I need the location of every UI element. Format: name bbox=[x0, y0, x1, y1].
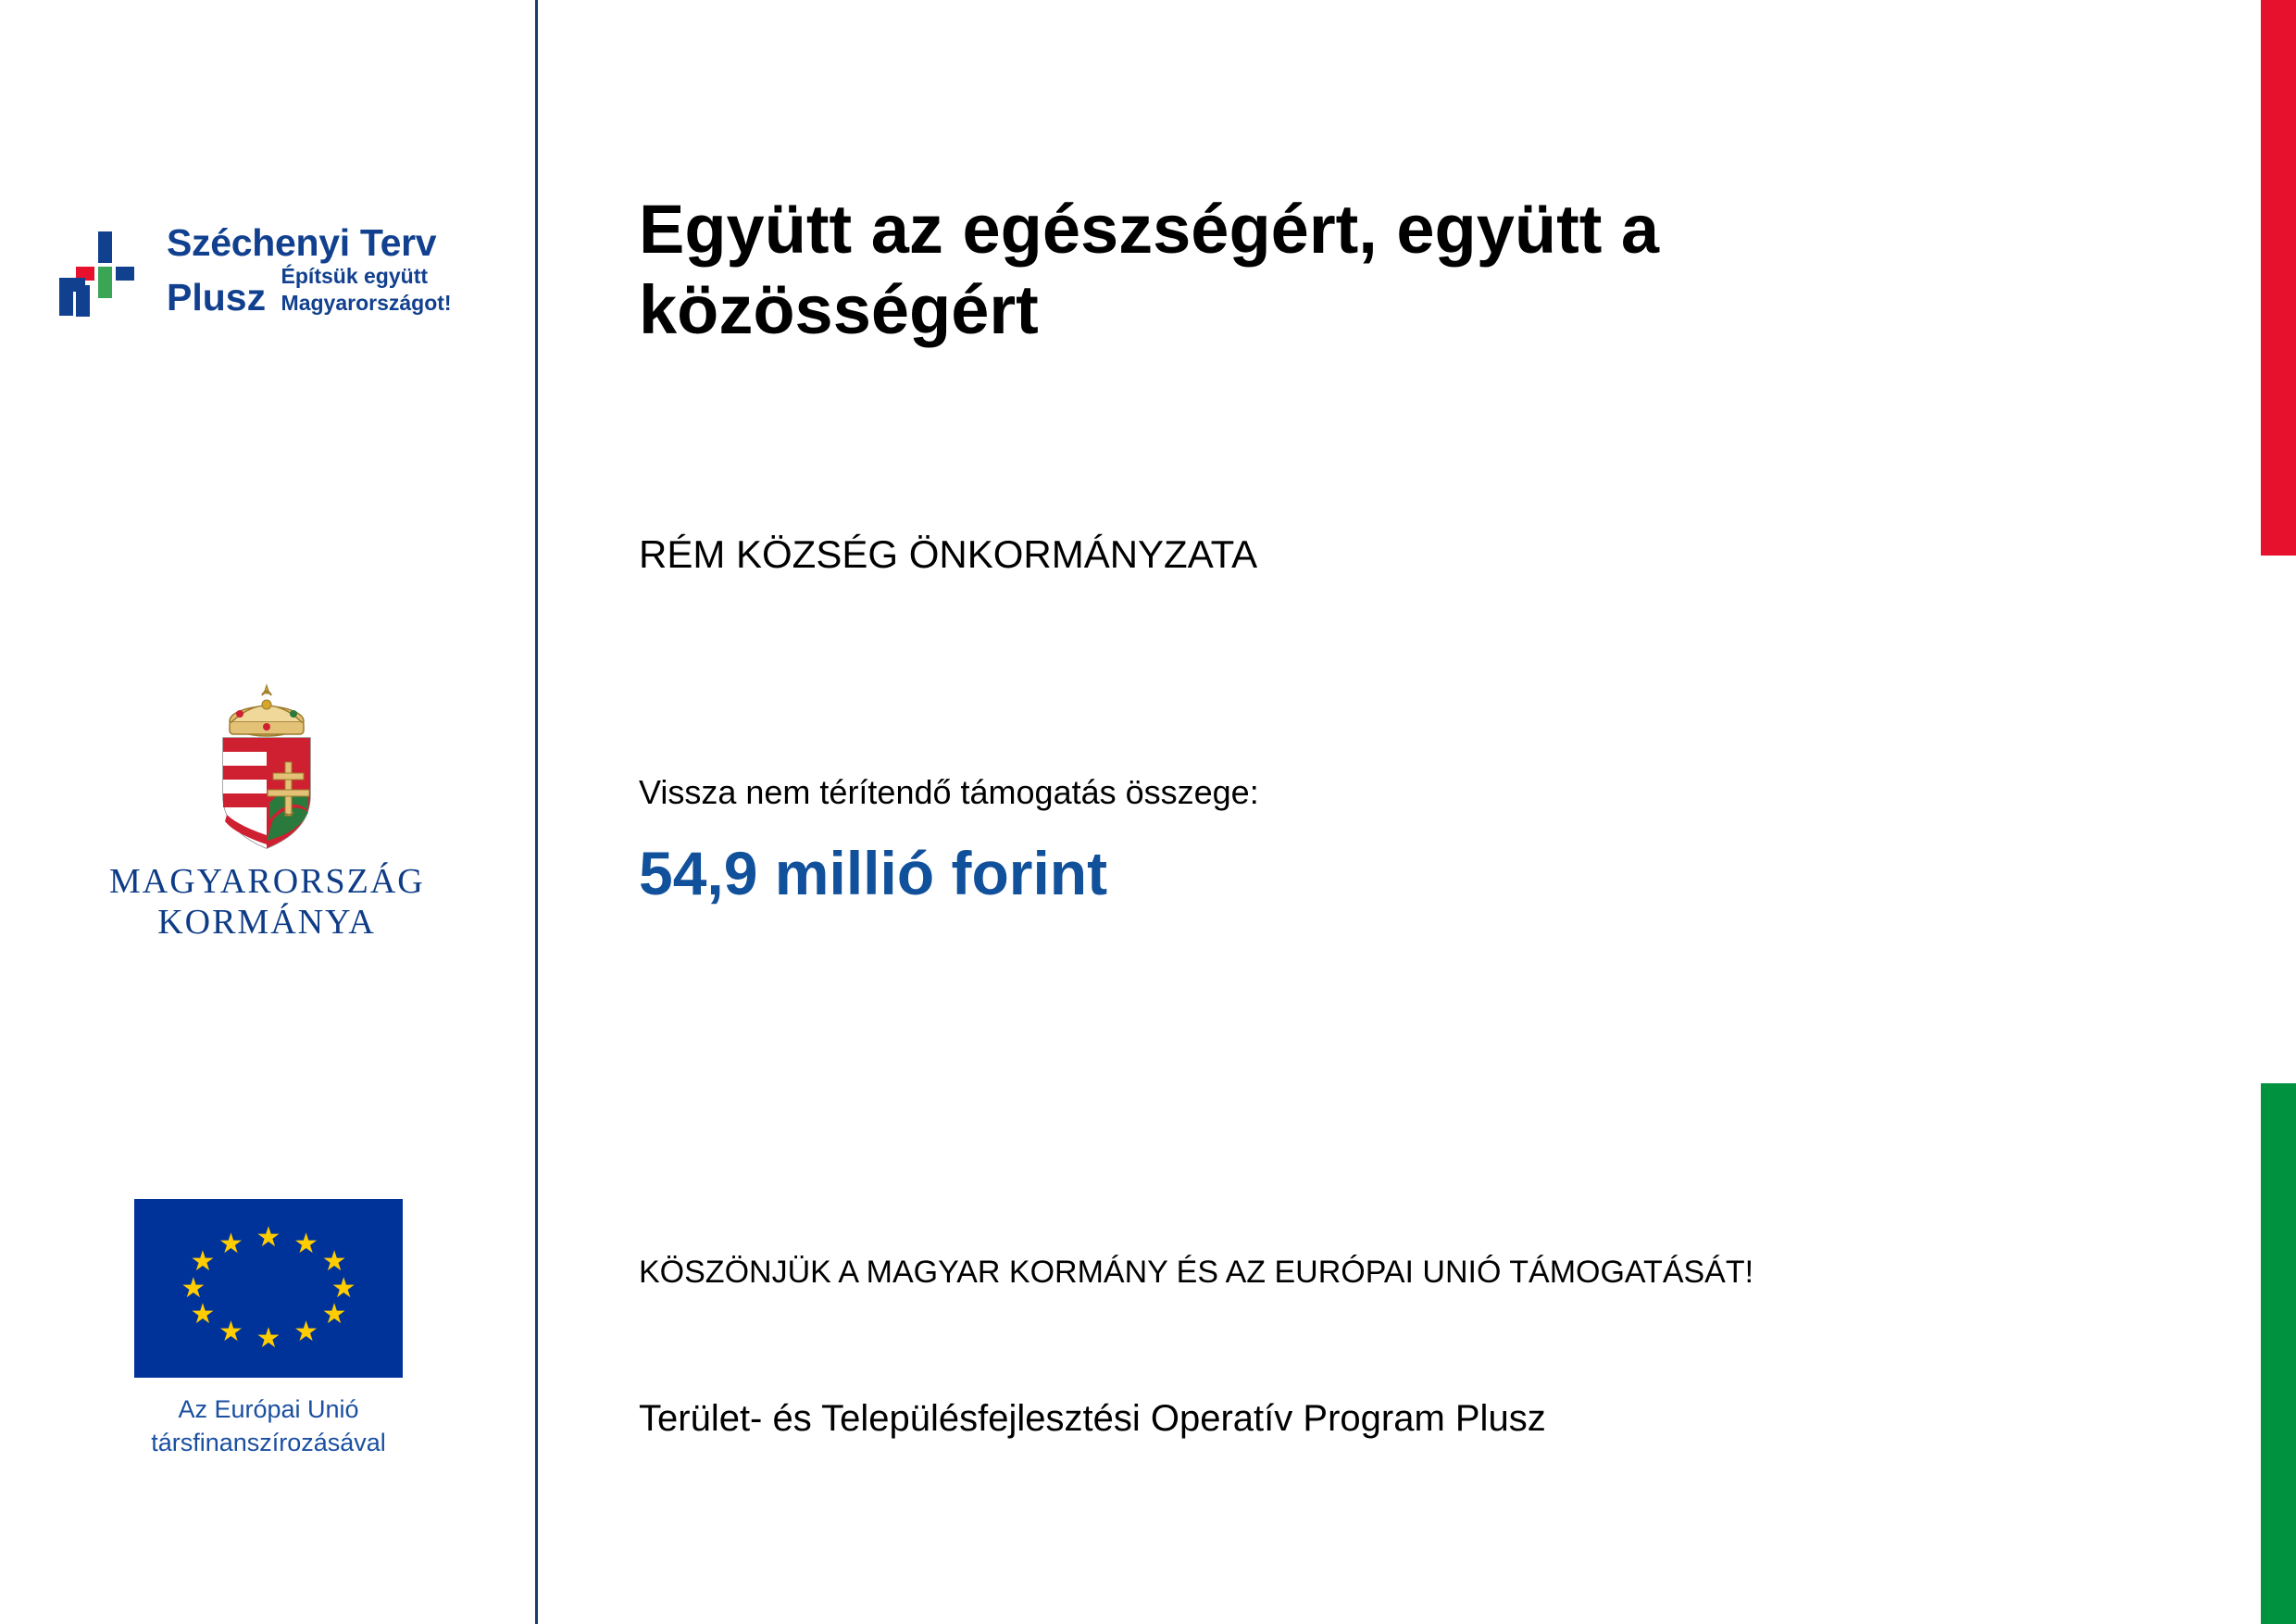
main-content bbox=[639, 0, 2213, 1624]
acknowledgement-text: KÖSZÖNJÜK A MAGYAR KORMÁNY ÉS AZ EURÓPAI UNIÓ TÁMOGATÁSÁT! bbox=[639, 1255, 1754, 1290]
logo-column bbox=[0, 0, 535, 1624]
red-accent-bar bbox=[2261, 0, 2296, 556]
green-accent-bar bbox=[2261, 1083, 2296, 1624]
vertical-divider bbox=[535, 0, 538, 1624]
szechenyi-claim-line2: Magyarországot! bbox=[281, 291, 452, 316]
grant-label: Vissza nem térítendő támogatás összege: bbox=[639, 773, 1259, 811]
szechenyi-logo-text bbox=[167, 222, 491, 318]
grant-amount: 54,9 millió forint bbox=[639, 839, 1108, 907]
government-logo-line1: MAGYARORSZÁG bbox=[109, 862, 425, 901]
european-union-logo bbox=[93, 1199, 444, 1460]
szechenyi-cross-icon bbox=[57, 230, 159, 331]
hungarian-coat-of-arms-icon bbox=[206, 681, 327, 852]
hungarian-government-logo bbox=[109, 681, 424, 943]
operational-program-name: Terület- és Településfejlesztési Operatív Program Plusz bbox=[639, 1398, 1546, 1439]
szechenyi-terv-plusz-logo bbox=[57, 222, 493, 398]
eu-caption-line1: Az Európai Unió bbox=[178, 1395, 359, 1423]
szechenyi-line1: Széchenyi Terv bbox=[167, 221, 437, 264]
szechenyi-line2: Plusz bbox=[167, 276, 267, 319]
eu-flag-icon: ★ ★ ★ ★ ★ ★ ★ ★ ★ ★ ★ ★ bbox=[134, 1199, 403, 1378]
szechenyi-claim bbox=[281, 263, 452, 317]
szechenyi-claim-line1: Építsük együtt bbox=[281, 264, 429, 289]
government-logo-line2: KORMÁNYA bbox=[157, 903, 376, 942]
eu-caption-line2: társfinanszírozásával bbox=[151, 1429, 386, 1457]
beneficiary-name: RÉM KÖZSÉG ÖNKORMÁNYZATA bbox=[639, 532, 1258, 576]
eu-caption bbox=[93, 1393, 444, 1460]
project-title: Együtt az egészségért, együtt a közösségért bbox=[639, 191, 1660, 348]
